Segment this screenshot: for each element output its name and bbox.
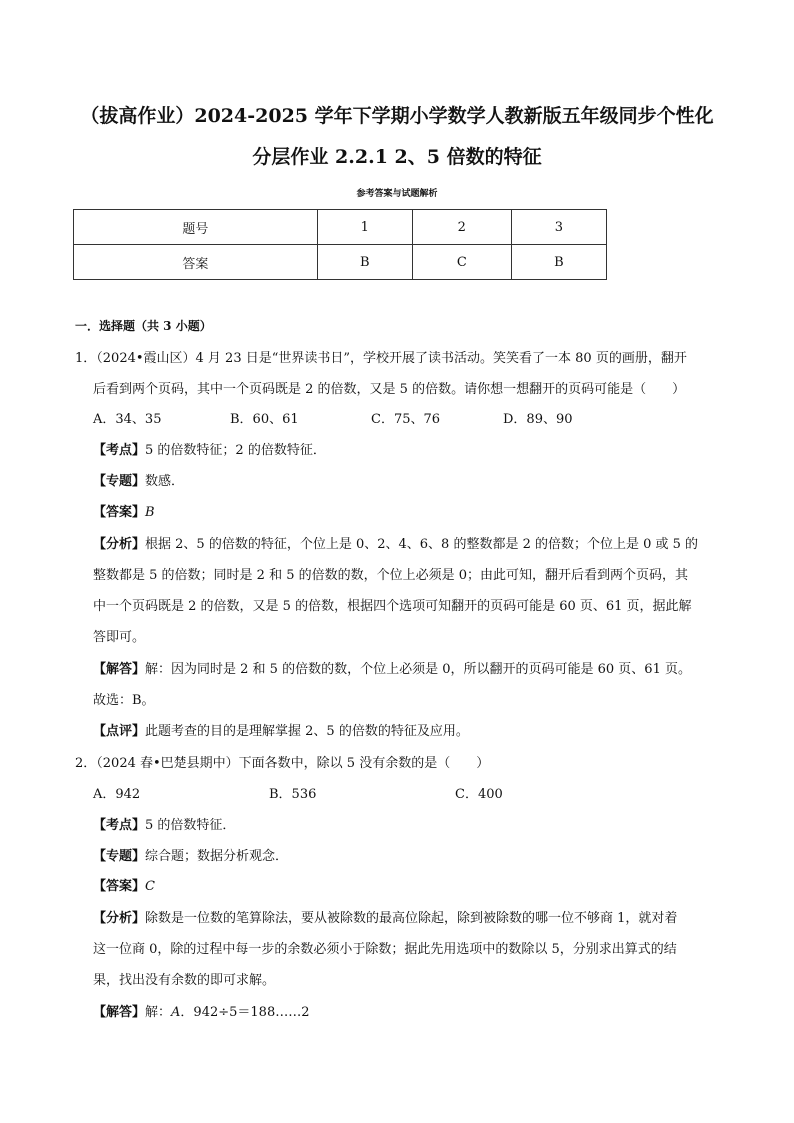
fenxi-tag: 【分析】 xyxy=(93,911,146,926)
document-subtitle: 参考答案与试题解析 xyxy=(356,189,438,199)
q1-fenxi-line4: 答即可。 xyxy=(93,630,146,645)
q2-fenxi-line1 xyxy=(93,909,677,929)
zhuanti-tag: 【专题】 xyxy=(93,849,146,864)
answer-table xyxy=(73,209,607,280)
table-header-cell: 答案 xyxy=(74,245,318,280)
q1-daan xyxy=(93,503,155,523)
section-title: 一．选择题（共 3 小题） xyxy=(75,319,212,333)
kaodian-text: 5 的倍数特征． xyxy=(145,818,236,833)
table-cell: 3 xyxy=(511,210,606,245)
q2-options xyxy=(93,785,503,805)
table-row xyxy=(74,210,607,245)
q2-kaodian xyxy=(93,816,235,836)
q1-fenxi-line3: 中一个页码既是 2 的倍数，又是 5 的倍数，根据四个选项可知翻开的页码可能是 60 页、61 页，据此解 xyxy=(93,599,692,614)
jieda-prefix: 解： xyxy=(145,1005,172,1020)
q1-stem-line2: 后看到两个页码，其中一个页码既是 2 的倍数，又是 5 的倍数。请你想一想翻开的页码可能是（ ） xyxy=(93,382,686,397)
q2-option-b: B．536 xyxy=(269,787,317,802)
daan-text: B xyxy=(145,505,155,520)
jieda-text: 解：因为同时是 2 和 5 的倍数的数，个位上必须是 0，所以翻开的页码可能是 60 页、61 页。 xyxy=(145,662,691,677)
zhuanti-text: 数感． xyxy=(145,474,185,489)
jieda-tag: 【解答】 xyxy=(93,662,146,677)
q2-fenxi-line2: 这一位商 0，除的过程中每一步的余数必须小于除数；据此先用选项中的数除以 5，分别求出算式的结 xyxy=(93,942,677,957)
daan-text: C xyxy=(145,879,155,894)
fenxi-tag: 【分析】 xyxy=(93,537,146,552)
daan-tag: 【答案】 xyxy=(93,505,146,520)
fenxi-text: 根据 2、5 的倍数的特征，个位上是 0、2、4、6、8 的整数都是 2 的倍数；个位上是 0 或 5 的 xyxy=(145,537,699,552)
q2-fenxi-line3: 果，找出没有余数的即可求解。 xyxy=(93,973,276,988)
fenxi-text: 除数是一位数的笔算除法，要从被除数的最高位除起，除到被除数的哪一位不够商 1，就对着 xyxy=(145,911,678,926)
q1-jieda-line2: 故选：B。 xyxy=(93,693,155,708)
kaodian-text: 5 的倍数特征；2 的倍数特征． xyxy=(145,443,326,458)
table-cell: B xyxy=(317,245,412,280)
q1-kaodian xyxy=(93,441,326,461)
q1-stem-line1: 1．（2024•霞山区）4 月 23 日是“世界读书日”，学校开展了读书活动。笑笑看了一本 80 页的画册，翻开 xyxy=(75,351,687,366)
jieda-tag: 【解答】 xyxy=(93,1005,146,1020)
jieda-expression: ．942÷5＝188……2 xyxy=(180,1005,310,1020)
q1-fenxi-line2: 整数都是 5 的倍数；同时是 2 和 5 的倍数的数，个位上必须是 0；由此可知，翻开后看到两个页码，其 xyxy=(93,568,689,583)
table-row xyxy=(74,245,607,280)
jieda-option: A xyxy=(171,1005,181,1020)
q1-options xyxy=(93,410,573,430)
table-cell: B xyxy=(511,245,606,280)
table-cell: C xyxy=(412,245,511,280)
q1-jieda-line1 xyxy=(93,660,691,680)
q2-option-a: A．942 xyxy=(93,787,141,802)
q1-option-b: B．60、61 xyxy=(230,412,299,427)
q2-daan xyxy=(93,877,155,897)
daan-tag: 【答案】 xyxy=(93,879,146,894)
table-cell: 2 xyxy=(412,210,511,245)
zhuanti-text: 综合题；数据分析观念． xyxy=(145,849,289,864)
kaodian-tag: 【考点】 xyxy=(93,443,146,458)
document-title-line1: （拔高作业）2024-2025 学年下学期小学数学人教新版五年级同步个性化 xyxy=(80,105,714,127)
table-cell: 1 xyxy=(317,210,412,245)
q1-option-a: A．34、35 xyxy=(93,412,162,427)
q1-dianping xyxy=(93,722,469,742)
q2-zhuanti xyxy=(93,847,288,867)
document-title-line2: 分层作业 2.2.1 2、5 倍数的特征 xyxy=(252,146,542,168)
q2-option-c: C．400 xyxy=(455,787,503,802)
q2-jieda-line1 xyxy=(93,1003,309,1023)
q1-option-c: C．75、76 xyxy=(371,412,441,427)
zhuanti-tag: 【专题】 xyxy=(93,474,146,489)
q1-zhuanti xyxy=(93,472,184,492)
dianping-text: 此题考查的目的是理解掌握 2、5 的倍数的特征及应用。 xyxy=(145,724,469,739)
q1-option-d: D．89、90 xyxy=(503,412,573,427)
dianping-tag: 【点评】 xyxy=(93,724,146,739)
kaodian-tag: 【考点】 xyxy=(93,818,146,833)
q2-stem: 2．（2024 春•巴楚县期中）下面各数中，除以 5 没有余数的是（ ） xyxy=(75,756,490,771)
q1-fenxi-line1 xyxy=(93,535,698,555)
table-header-cell: 题号 xyxy=(74,210,318,245)
